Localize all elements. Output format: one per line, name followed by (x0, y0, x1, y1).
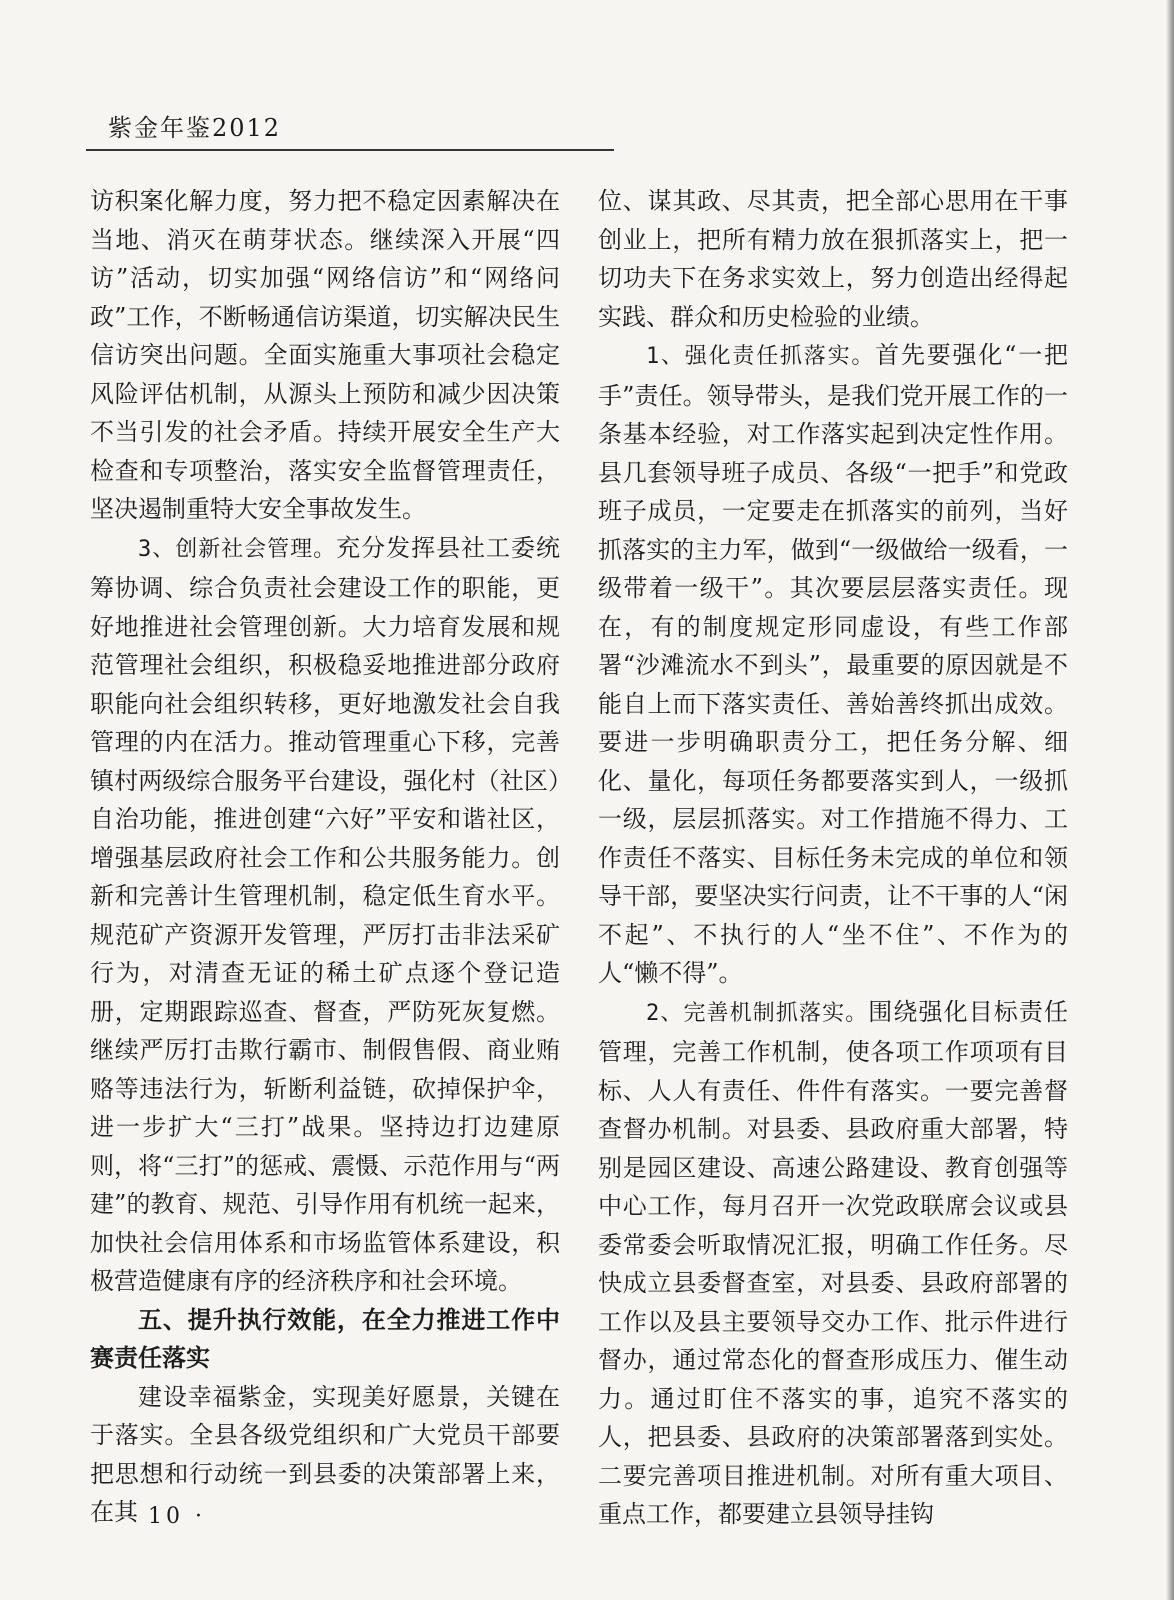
subsection-heading-1: 1、强化责任抓落实。 (646, 344, 876, 369)
subsection-body-2: 围绕强化目标责任管理，完善工作机制，使各项工作项项有目标、人人有责任、件件有落实。一要完善督查督办机制。对县委、县政府重大部署，特别是园区建设、高速公路建设、教育创强等中心工作，每月召开一次党政联席会议或县委常委会听取情况汇报，明确工作任务。尽快成立县委督查室，对县委、县政府部署的工作以及县主要领导交办工作、批示件进行督办，通过常态化的督查形成压力、催生动力。通过盯住不落实的事，追究不落实的人，把县委、县政府的决策部署落到实处。二要完善项目推进机制。对所有重大项目、重点工作，都要建立县领导挂钩 (598, 997, 1069, 1528)
right-paragraph-3 (598, 993, 1068, 1534)
left-paragraph-3: 建设幸福紫金，实现美好愿景，关键在于落实。全县各级党组织和广大党员干部要把思想和行动统一到县委的决策部署上来，在其 (90, 1382, 560, 1526)
scan-edge-shadow (1166, 0, 1174, 1600)
subsection-body-3: 充分发挥县社工委统筹协调、综合负责社会建设工作的职能，更好地推进社会管理创新。大力培育发展和规范管理社会组织，积极稳妥地推进部分政府职能向社会组织转移，更好地激发社会自我管理的内在活力。推动管理重心下移，完善镇村两级综合服务平台建设，强化村（社区）自治功能，推进创建“六好”平安和谐社区，增强基层政府社会工作和公共服务能力。创新和完善计生管理机制，稳定低生育水平。规范矿产资源开发管理，严厉打击非法采矿行为，对清查无证的稀土矿点逐个登记造册，定期跟踪巡查、督查，严防死灰复燃。继续严厉打击欺行霸市、制假售假、商业贿赂等违法行为，斩断利益链，砍掉保护伞，进一步扩大“三打”战果。坚持边打边建原则，将“三打”的惩戒、震慑、示范作用与“两建”的教育、规范、引导作用有机统一起来，加快社会信用体系和市场监管体系建设，积极营造健康有序的经济秩序和社会环境。 (90, 533, 561, 1295)
right-column (598, 182, 1068, 1534)
subsection-body-1: 首先要强化“一把手”责任。领导带头，是我们党开展工作的一条基本经验，对工作落实起到决定性作用。县几套领导班子成员、各级“一把手”和党政班子成员，一定要走在抓落实的前列，当好抓落实的主力军，做到“一级做给一级看，一级带着一级干”。其次要层层落实责任。现在，有的制度规定形同虚设，有些工作部署“沙滩流水不到头”，最重要的原因就是不能自上而下落实责任、善始善终抓出成效。要进一步明确职责分工，把任务分解、细化、量化，每项任务都要落实到人，一级抓一级，层层抓落实。对工作措施不得力、工作责任不落实、目标任务未完成的单位和领导干部，要坚决实行问责，让不干事的人“闲不起”、不执行的人“坐不住”、不作为的人“懒不得”。 (598, 341, 1068, 987)
left-column (90, 182, 560, 1532)
left-paragraph-2 (90, 529, 560, 1301)
header-rule (86, 149, 614, 151)
page-number: · 10 · (126, 1504, 206, 1529)
subsection-heading-3: 3、创新社会管理。 (138, 536, 337, 562)
section-heading-5: 五、提升执行效能，在全力推进工作中赛责任落实 (90, 1305, 560, 1372)
right-paragraph-2 (598, 336, 1068, 993)
right-paragraph-1: 位、谋其政、尽其责，把全部心思用在干事创业上，把所有精力放在狠抓落实上，把一切功夫下在务求实效上，努力创造出经得起实践、群众和历史检验的业绩。 (598, 187, 1068, 331)
subsection-heading-2: 2、完善机制抓落实。 (646, 1000, 869, 1026)
left-paragraph-1: 访积案化解力度，努力把不稳定因素解决在当地、消灭在萌芽状态。继续深入开展“四访”活动，切实加强“网络信访”和“网络问政”工作，不断畅通信访渠道，切实解决民生信访突出问题。全面实施重大事项社会稳定风险评估机制，从源头上预防和减少因决策不当引发的社会矛盾。持续开展安全生产大检查和专项整治，落实安全监督管理责任，坚决遏制重特大安全事故发生。 (90, 187, 560, 523)
running-header-title: 紫金年鉴2012 (108, 114, 282, 142)
